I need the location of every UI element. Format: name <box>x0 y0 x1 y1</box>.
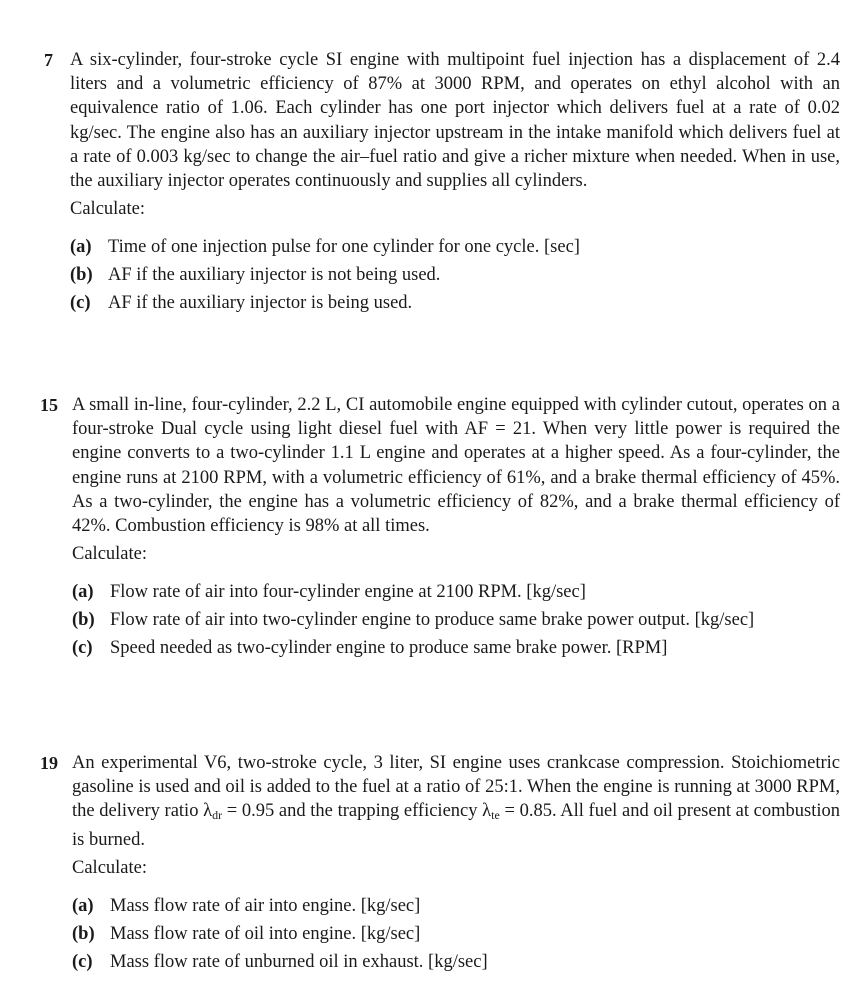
part-text: Flow rate of air into two-cylinder engine to produce same brake power output. [kg/sec] <box>110 610 755 631</box>
calculate-label: Calculate: <box>72 544 147 565</box>
part-a <box>72 894 840 918</box>
part-label: (a) <box>70 237 92 258</box>
problem-number: 19 <box>40 753 58 773</box>
problem-7-parts <box>70 235 840 315</box>
problem-7-statement <box>44 48 840 193</box>
problem-15 <box>40 393 840 664</box>
text-after: = 0.85. All fuel and oil present at combustion is burned. <box>72 801 840 850</box>
problem-7 <box>44 48 840 319</box>
subscript-te: te <box>491 808 500 823</box>
part-label: (b) <box>72 923 95 944</box>
part-a <box>70 235 840 259</box>
part-text: Mass flow rate of oil into engine. [kg/sec] <box>110 923 421 944</box>
text-mid: = 0.95 and the trapping efficiency <box>222 801 483 822</box>
part-label: (c) <box>70 293 91 314</box>
part-label: (c) <box>72 638 93 659</box>
part-text: Time of one injection pulse for one cylinder for one cycle. [sec] <box>108 237 580 258</box>
part-text: AF if the auxiliary injector is being used. <box>108 293 413 314</box>
part-text: Flow rate of air into four-cylinder engine at 2100 RPM. [kg/sec] <box>110 582 586 603</box>
lambda-symbol: λ <box>482 801 492 822</box>
part-b <box>70 263 840 287</box>
part-b <box>72 608 840 632</box>
part-b <box>72 922 840 946</box>
part-label: (b) <box>70 265 93 286</box>
calculate-label: Calculate: <box>70 199 145 220</box>
part-c <box>72 636 840 660</box>
part-label: (b) <box>72 610 95 631</box>
part-c <box>72 950 840 974</box>
text-before: An experimental V6, two-stroke cycle, 3 liter, SI engine uses crankcase compression. Stoichiometric gasoline is used and oil is added to the fuel at a ratio of 25:1. When the engine is running at 3000 RPM, the delivery ratio <box>72 753 840 822</box>
calculate-label: Calculate: <box>72 857 147 878</box>
problem-text <box>72 751 840 852</box>
part-label: (a) <box>72 895 94 916</box>
part-label: (a) <box>72 582 94 603</box>
problem-number: 7 <box>44 50 53 70</box>
part-text: Mass flow rate of unburned oil in exhaust. [kg/sec] <box>110 951 488 972</box>
part-text: Mass flow rate of air into engine. [kg/sec] <box>110 895 421 916</box>
problem-15-parts <box>72 580 840 660</box>
problem-19-parts <box>72 894 840 974</box>
lambda-symbol: λ <box>203 801 213 822</box>
problem-text: A six-cylinder, four-stroke cycle SI engine with multipoint fuel injection has a displacement of 2.4 liters and a volumetric efficiency of 87% at 3000 RPM, and operates on ethyl alcohol with an equivalence ratio of 1.06. Each cylinder has one port injector which delivers fuel at a rate of 0.02 kg/sec. The engine also has an auxiliary injector upstream in the intake manifold which delivers fuel at a rate of 0.003 kg/sec to change the air–fuel ratio and give a richer mixture when needed. When in use, the auxiliary injector operates continuously and supplies all cylinders. <box>70 50 840 192</box>
problem-number: 15 <box>40 395 58 415</box>
problem-19 <box>40 751 840 978</box>
problem-15-statement <box>40 393 840 538</box>
part-text: AF if the auxiliary injector is not being used. <box>108 265 441 286</box>
problem-text: A small in-line, four-cylinder, 2.2 L, CI automobile engine equipped with cylinder cutout, operates on a four-stroke Dual cycle using light diesel fuel with AF = 21. When very little power is required the engine converts to a two-cylinder 1.1 L engine and operates at a higher speed. As a four-cylinder, the engine runs at 2100 RPM, with a volumetric efficiency of 61%, and a brake thermal efficiency of 45%. As a two-cylinder, the engine has a volumetric efficiency of 82%, and a brake thermal efficiency of 42%. Combustion efficiency is 98% at all times. <box>72 395 840 537</box>
part-a <box>72 580 840 604</box>
part-text: Speed needed as two-cylinder engine to produce same brake power. [RPM] <box>110 638 668 659</box>
part-label: (c) <box>72 951 93 972</box>
part-c <box>70 291 840 315</box>
subscript-dr: dr <box>212 808 223 823</box>
problem-19-statement <box>40 751 840 852</box>
